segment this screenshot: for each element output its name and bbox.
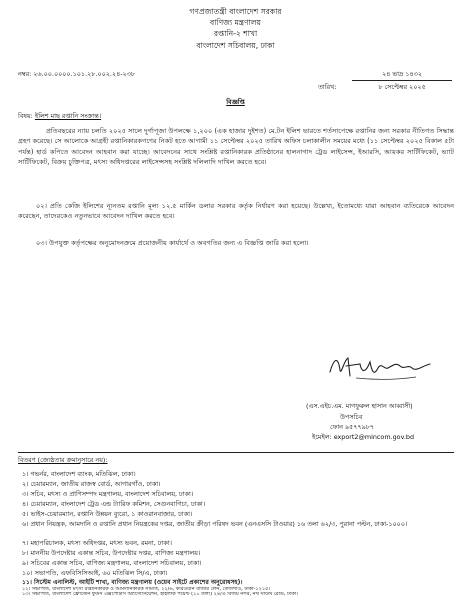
date-english: ৮ সেপ্টেম্বর ২০২৫ — [378, 83, 426, 91]
date-divider — [352, 80, 452, 81]
distribution-item: ১। গভর্নর, বাংলাদেশ ব্যাংক, মতিঝিল, ঢাকা। — [22, 470, 136, 478]
signature-image — [326, 350, 436, 384]
memo-number: নম্বর: ২৬.০০.০০০০.১০১.২৮.০০২.২৪-২৩৮ — [18, 70, 135, 78]
distribution-item: ৪। চেয়ারম্যান, বাংলাদেশ ট্রেড এন্ড ট্যারিফ কমিশন, সেগুনবাগিচা, ঢাকা। — [22, 500, 206, 508]
signatory-phone: ফোন ৯৫৭৭৯৮৭ — [330, 423, 375, 431]
notice-title: বিজ্ঞপ্তি — [226, 98, 245, 106]
distribution-top-rule — [18, 452, 454, 453]
paragraph-2: ০২। প্রতি কেজি ইলিশের ন্যূনতম রপ্তানি মূল্য ১২.৫ মার্কিন ডলার সরকার কর্তৃক নির্ধারণ করা হয়েছে। উল্লেখ্য, ইতোমধ্যে যারা আহবান ব্যতিরেকে আবেদন করেছেন, তাদেরকেও নতুনভাবে আবেদন দাখিল করতে হবে। — [18, 202, 454, 221]
distribution-item: ৯। সচিবের একান্ত সচিব, বাণিজ্য মন্ত্রণালয়, বাংলাদেশ সচিবালয়, ঢাকা। — [22, 559, 202, 567]
date-label: তারিখ: — [318, 83, 337, 91]
distribution-item: ৩। সচিব, মৎস্য ও প্রাণিসম্পদ মন্ত্রণালয়, বাংলাদেশ সচিবালয়, ঢাকা। — [22, 490, 194, 498]
signatory-email: ইমেইল: export2@mincom.gov.bd — [312, 433, 414, 441]
distribution-title: বিতরণ (জ্যেষ্ঠতার ক্রমানুসারে নয়): — [18, 456, 108, 464]
distribution-item: ৭। মহাপরিচালক, মৎস্য অধিদপ্তর, মৎস্য ভবন, রমনা, ঢাকা। — [22, 539, 172, 547]
distribution-item: ১১। সিস্টেম এনালিস্ট, আইটি শাখা, বাণিজ্য মন্ত্রণালয় (ওয়েব সাইটে প্রকাশের অনুরোধসহ)। — [22, 579, 243, 586]
subject-label: বিষয়: — [18, 112, 33, 120]
signatory-title: উপসচিব — [340, 413, 363, 421]
secretariat-title: বাংলাদেশ সচিবালয়, ঢাকা — [196, 41, 275, 50]
subject-text: ইলিশ মাছ রপ্তানি সংক্রান্ত। — [34, 112, 102, 120]
subject-line — [18, 112, 101, 122]
ministry-title: বাণিজ্য মন্ত্রণালয় — [209, 18, 262, 27]
branch-title: রপ্তানি-২ শাখা — [213, 29, 258, 38]
distribution-item: ৬। প্রধান নিয়ন্ত্রক, আমদানি ও রপ্তানি প্রধান নিয়ন্ত্রকের দপ্তর, জাতীয় ক্রীড়া পরিষদ ভবন (এনএসসি টাওয়ার) ১৬ তলা ৬২/৩, পুরানা পল্টন, ঢাকা-১০০০। — [22, 520, 408, 528]
distribution-item: ১২। সভাপতি, বাংলাদেশ মৎস্য রপ্তানিকারক ও আমদানিকারক সমিতি, ২২/৬, কারওয়ান বাজার লেন, তেজগাঁও, ঢাকা-১২১৫। — [22, 587, 271, 592]
distribution-item: ৮। মাননীয় উপদেষ্টার একান্ত সচিব, উপদেষ্টার দপ্তর, বাণিজ্য মন্ত্রণালয়। — [22, 549, 201, 557]
govt-title: গণপ্রজাতন্ত্রী বাংলাদেশ সরকার — [189, 7, 282, 16]
paragraph-3: ০৩। উপযুক্ত কর্তৃপক্ষের অনুমোদনক্রমে প্রয়োজনীয় কার্যার্থে ও অবগতির জন্য এ বিজ্ঞপ্তি জারি করা হলো। — [36, 239, 309, 247]
paragraph-1: প্রতিবছরের ন্যায় চলতি ২০২৫ সালে দুর্গাপূজা উপলক্ষে ১,২০০ (এক হাজার দুইশত) মে.টন ইলিশ ভারতে শর্তসাপেক্ষে রপ্তানির জন্য সরকার নীতিগত সিদ্ধান্ত গ্রহণ করেছে। সে আলোকে আগ্রহী রপ্তানিকারকগণের নিকট হতে আগামী ১১ সেপ্টেম্বর ২০২৫ তারিখ অফিস চলাকালীন সময়ের মধ্যে (১১ সেপ্টেম্বর ২০২৫ বিকাল ৫টা পর্যন্ত) হার্ড কপিতে আবেদন আহবান করা যাচ্ছে। আবেদনের সাথে সংশ্লিষ্ট রপ্তানিকারক প্রতিষ্ঠানের হালনাগাদ ট্রেড লাইসেন্স, ইআরসি, আয়কর সার্টিফিকেট, ভ্যাট সার্টিফিকেট, বিক্রয় চুক্তিপত্র, মৎস্য অধিদপ্তরের লাইসেন্সসহ সংশ্লিষ্ট দলিলাদি দাখিল করতে হবে। — [18, 127, 454, 167]
signatory-name: (এস.এইচ.এম. মাগফুরুল হাসান আব্বাসী) — [306, 402, 413, 410]
distribution-item: ৫। ভাইস-চেয়ারম্যান, রপ্তানি উন্নয়ন ব্যুরো, ১ কাওরানবাজার, ঢাকা। — [22, 510, 193, 518]
date-bangla: ২৪ ভাদ্র ১৪৩২ — [382, 70, 422, 78]
distribution-item: ২। চেয়ারম্যান, জাতীয় রাজস্ব বোর্ড, আগারগাঁও, ঢাকা। — [22, 480, 161, 488]
distribution-item: ১৩। সভাপতি, বাংলাদেশ ফ্রোজেন ফুডস এক্সপোর্টার্স অ্যাসোসিয়েশন, হাইলার্ক পয়েন্ট (১০ তলা) ২৪/এ বিজয় নগর, নর্থ সাউথ রোড, ঢাকা। — [22, 592, 299, 596]
distribution-item: ১০। সভাপতি, এফবিসিসিআই, ৬০ মতিঝিল সি/এ, ঢাকা। — [22, 569, 168, 577]
